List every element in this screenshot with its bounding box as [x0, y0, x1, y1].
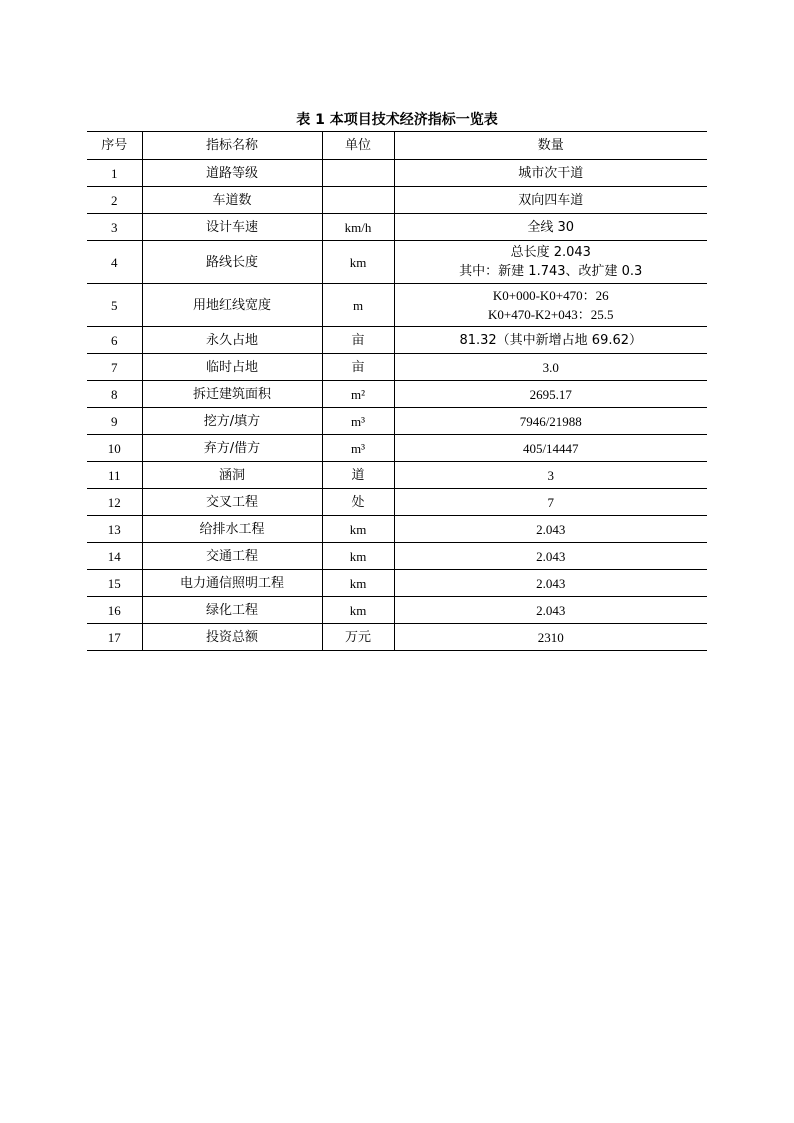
cell-no: 7 [87, 354, 142, 381]
cell-unit: km [322, 543, 394, 570]
quantity-line: 2310 [537, 629, 564, 645]
cell-unit: m³ [322, 435, 394, 462]
cell-no: 1 [87, 160, 142, 187]
quantity-line: 总长度 2.043 [510, 245, 591, 260]
cell-unit: m³ [322, 408, 394, 435]
cell-quantity [394, 381, 707, 408]
quantity-line: 3 [547, 467, 554, 483]
cell-no: 6 [87, 327, 142, 354]
header-name: 指标名称 [142, 132, 322, 160]
cell-indicator-name: 车道数 [142, 187, 322, 214]
cell-indicator-name: 交通工程 [142, 543, 322, 570]
table-row [87, 241, 707, 284]
cell-unit: m [322, 284, 394, 327]
cell-quantity [394, 214, 707, 241]
table-row [87, 354, 707, 381]
quantity-line: 2.043 [536, 575, 566, 591]
cell-quantity [394, 489, 707, 516]
cell-quantity [394, 408, 707, 435]
cell-no: 9 [87, 408, 142, 435]
cell-no: 14 [87, 543, 142, 570]
table-row [87, 327, 707, 354]
cell-indicator-name: 道路等级 [142, 160, 322, 187]
table-row [87, 435, 707, 462]
quantity-line: 城市次干道 [518, 165, 584, 181]
cell-unit: 亩 [322, 354, 394, 381]
table-row [87, 381, 707, 408]
table-row [87, 570, 707, 597]
cell-quantity [394, 435, 707, 462]
cell-indicator-name: 路线长度 [142, 241, 322, 284]
cell-quantity [394, 284, 707, 327]
cell-indicator-name: 拆迁建筑面积 [142, 381, 322, 408]
cell-quantity [394, 187, 707, 214]
cell-indicator-name: 绿化工程 [142, 597, 322, 624]
table-header-row [87, 132, 707, 160]
quantity-line: 2.043 [536, 548, 566, 564]
cell-quantity [394, 597, 707, 624]
table-row [87, 160, 707, 187]
table-row [87, 597, 707, 624]
cell-quantity [394, 462, 707, 489]
cell-quantity [394, 160, 707, 187]
cell-unit: 道 [322, 462, 394, 489]
quantity-line: 2695.17 [529, 386, 572, 402]
cell-no: 2 [87, 187, 142, 214]
cell-indicator-name: 弃方/借方 [142, 435, 322, 462]
table-row [87, 214, 707, 241]
quantity-line: 全线 30 [527, 219, 575, 235]
quantity-line: 双向四车道 [518, 192, 584, 208]
quantity-line: 7 [547, 494, 554, 510]
cell-unit: km [322, 597, 394, 624]
cell-unit: 万元 [322, 624, 394, 651]
cell-no: 16 [87, 597, 142, 624]
cell-indicator-name: 电力通信照明工程 [142, 570, 322, 597]
cell-indicator-name: 用地红线宽度 [142, 284, 322, 327]
cell-quantity [394, 354, 707, 381]
cell-unit: 处 [322, 489, 394, 516]
cell-no: 3 [87, 214, 142, 241]
table-row [87, 516, 707, 543]
table-row [87, 624, 707, 651]
header-quantity: 数量 [394, 132, 707, 160]
cell-unit [322, 187, 394, 214]
cell-quantity [394, 516, 707, 543]
cell-unit: km [322, 570, 394, 597]
cell-unit: 亩 [322, 327, 394, 354]
cell-indicator-name: 临时占地 [142, 354, 322, 381]
quantity-line: 2.043 [536, 521, 566, 537]
cell-quantity [394, 241, 707, 284]
cell-no: 4 [87, 241, 142, 284]
cell-indicator-name: 给排水工程 [142, 516, 322, 543]
header-unit: 单位 [322, 132, 394, 160]
table-row [87, 408, 707, 435]
cell-no: 12 [87, 489, 142, 516]
quantity-line: 其中：新建 1.743、改扩建 0.3 [459, 264, 643, 279]
cell-unit: km/h [322, 214, 394, 241]
cell-unit: km [322, 516, 394, 543]
quantity-line: 3.0 [542, 359, 559, 375]
cell-no: 13 [87, 516, 142, 543]
table-body [87, 160, 707, 651]
table-caption: 表 1 本项目技术经济指标一览表 [296, 112, 498, 128]
quantity-line: 7946/21988 [519, 413, 582, 429]
table-row [87, 187, 707, 214]
quantity-line: 81.32（其中新增占地 69.62） [459, 332, 643, 348]
cell-quantity [394, 624, 707, 651]
cell-indicator-name: 涵洞 [142, 462, 322, 489]
cell-no: 11 [87, 462, 142, 489]
cell-unit [322, 160, 394, 187]
cell-quantity [394, 543, 707, 570]
cell-indicator-name: 投资总额 [142, 624, 322, 651]
table-row [87, 489, 707, 516]
quantity-line: 405/14447 [522, 440, 579, 456]
cell-no: 5 [87, 284, 142, 327]
cell-unit: km [322, 241, 394, 284]
cell-unit: m² [322, 381, 394, 408]
cell-indicator-name: 交叉工程 [142, 489, 322, 516]
cell-indicator-name: 设计车速 [142, 214, 322, 241]
quantity-line: K0+470-K2+043：25.5 [487, 307, 614, 322]
cell-no: 17 [87, 624, 142, 651]
cell-no: 8 [87, 381, 142, 408]
quantity-line: K0+000-K0+470：26 [492, 288, 609, 303]
cell-indicator-name: 永久占地 [142, 327, 322, 354]
table-row [87, 462, 707, 489]
cell-quantity [394, 570, 707, 597]
cell-no: 10 [87, 435, 142, 462]
technical-economic-indicators-table [87, 131, 707, 651]
cell-no: 15 [87, 570, 142, 597]
table-row [87, 284, 707, 327]
table-row [87, 543, 707, 570]
cell-indicator-name: 挖方/填方 [142, 408, 322, 435]
quantity-line: 2.043 [536, 602, 566, 618]
cell-quantity [394, 327, 707, 354]
header-no: 序号 [87, 132, 142, 160]
